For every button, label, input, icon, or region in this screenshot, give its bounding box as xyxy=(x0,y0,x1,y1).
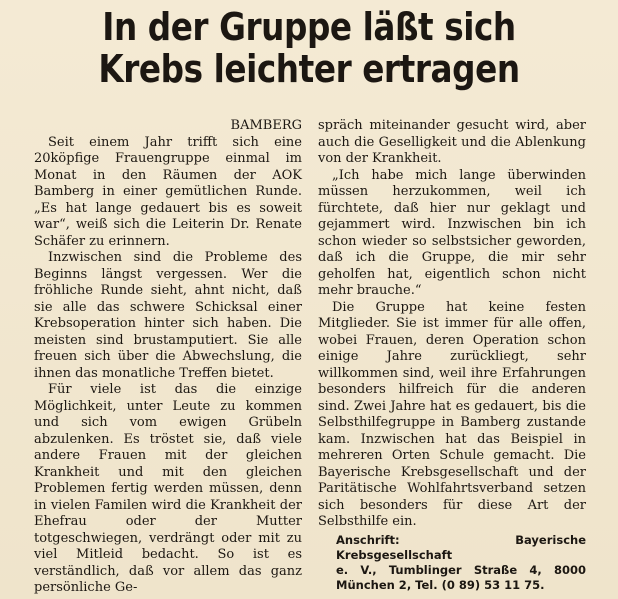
quote-paragraph: „Ich habe mich lange überwinden müssen herzukommen, weil ich fürchtete, daß hier nur geklagt und gejammert wird. Inzwischen bin ich schon wieder so selbstsicher geworden, daß ich die Gruppe, die mir sehr geholfen hat, eigentlich schon nicht mehr brauche.“ xyxy=(318,167,586,298)
address-line-1: Anschrift: Bayerische Krebsgesellschaft xyxy=(336,532,586,562)
paragraph-2: Inzwischen sind die Probleme des Beginns längst vergessen. Wer die fröhliche Runde sieht, ahnt nicht, daß sie alle das schwere Schicksal einer Krebsoperation hinter sich haben. Die meisten sind brustamputiert. Sie alle freuen sich über die Abwechslung, die ihnen das monatliche Treffen bietet. xyxy=(34,250,302,381)
address-line-2: e. V., Tumblinger Straße 4, 8000 München 2, Tel. (0 89) 53 11 75. xyxy=(336,562,586,592)
article-column-right xyxy=(318,118,586,593)
headline-line-1: In der Gruppe läßt sich xyxy=(102,5,516,49)
headline xyxy=(43,6,574,90)
paragraph-3: Für viele ist das die einzige Möglichkeit, unter Leute zu kommen und sich vom ewigen Grübeln abzulenken. Es tröstet sie, daß viele andere Frauen mit der gleichen Krankheit und mit den gleichen Problemen fertig werden müssen, denn in vielen Familen wird die Krankheit der Ehefrau oder der Mutter totgeschwiegen, verdrängt oder mit zu viel Mitleid bedacht. So ist es verständlich, daß vor allem das ganz persönliche Ge- xyxy=(34,382,302,595)
paragraph-group-info: Die Gruppe hat keine festen Mitglieder. Sie ist immer für alle offen, wobei Frauen, deren Operation schon einige Jahre zurückliegt, sehr willkommen sind, weil ihre Erfahrungen besonders hilfreich für die anderen sind. Zwei Jahre hat es gedauert, bis die Selbsthilfegruppe in Bamberg zustande kam. Inzwischen hat das Beispiel in mehreren Orten Schule gemacht. Die Bayerische Krebsgesellschaft und der Paritätische Wohlfahrtsverband setzen sich besonders für diese Art der Selbsthilfe ein. xyxy=(318,299,586,529)
article-column-left xyxy=(34,118,302,597)
contact-address xyxy=(318,533,586,593)
dateline: BAMBERG xyxy=(230,118,302,133)
paragraph-1: Seit einem Jahr trifft sich eine 20köpfige Frauengruppe einmal im Monat in den Räumen der AOK Bamberg in einer gemütlichen Runde. „Es hat lange gedauert bis es soweit war“, weiß sich die Leiterin Dr. Renate Schäfer zu erinnern. xyxy=(34,134,302,249)
paragraph-continued: spräch miteinander gesucht wird, aber auch die Geselligkeit und die Ablenkung von der Krankheit. xyxy=(318,118,586,166)
headline-line-2: Krebs leichter ertragen xyxy=(98,47,520,91)
